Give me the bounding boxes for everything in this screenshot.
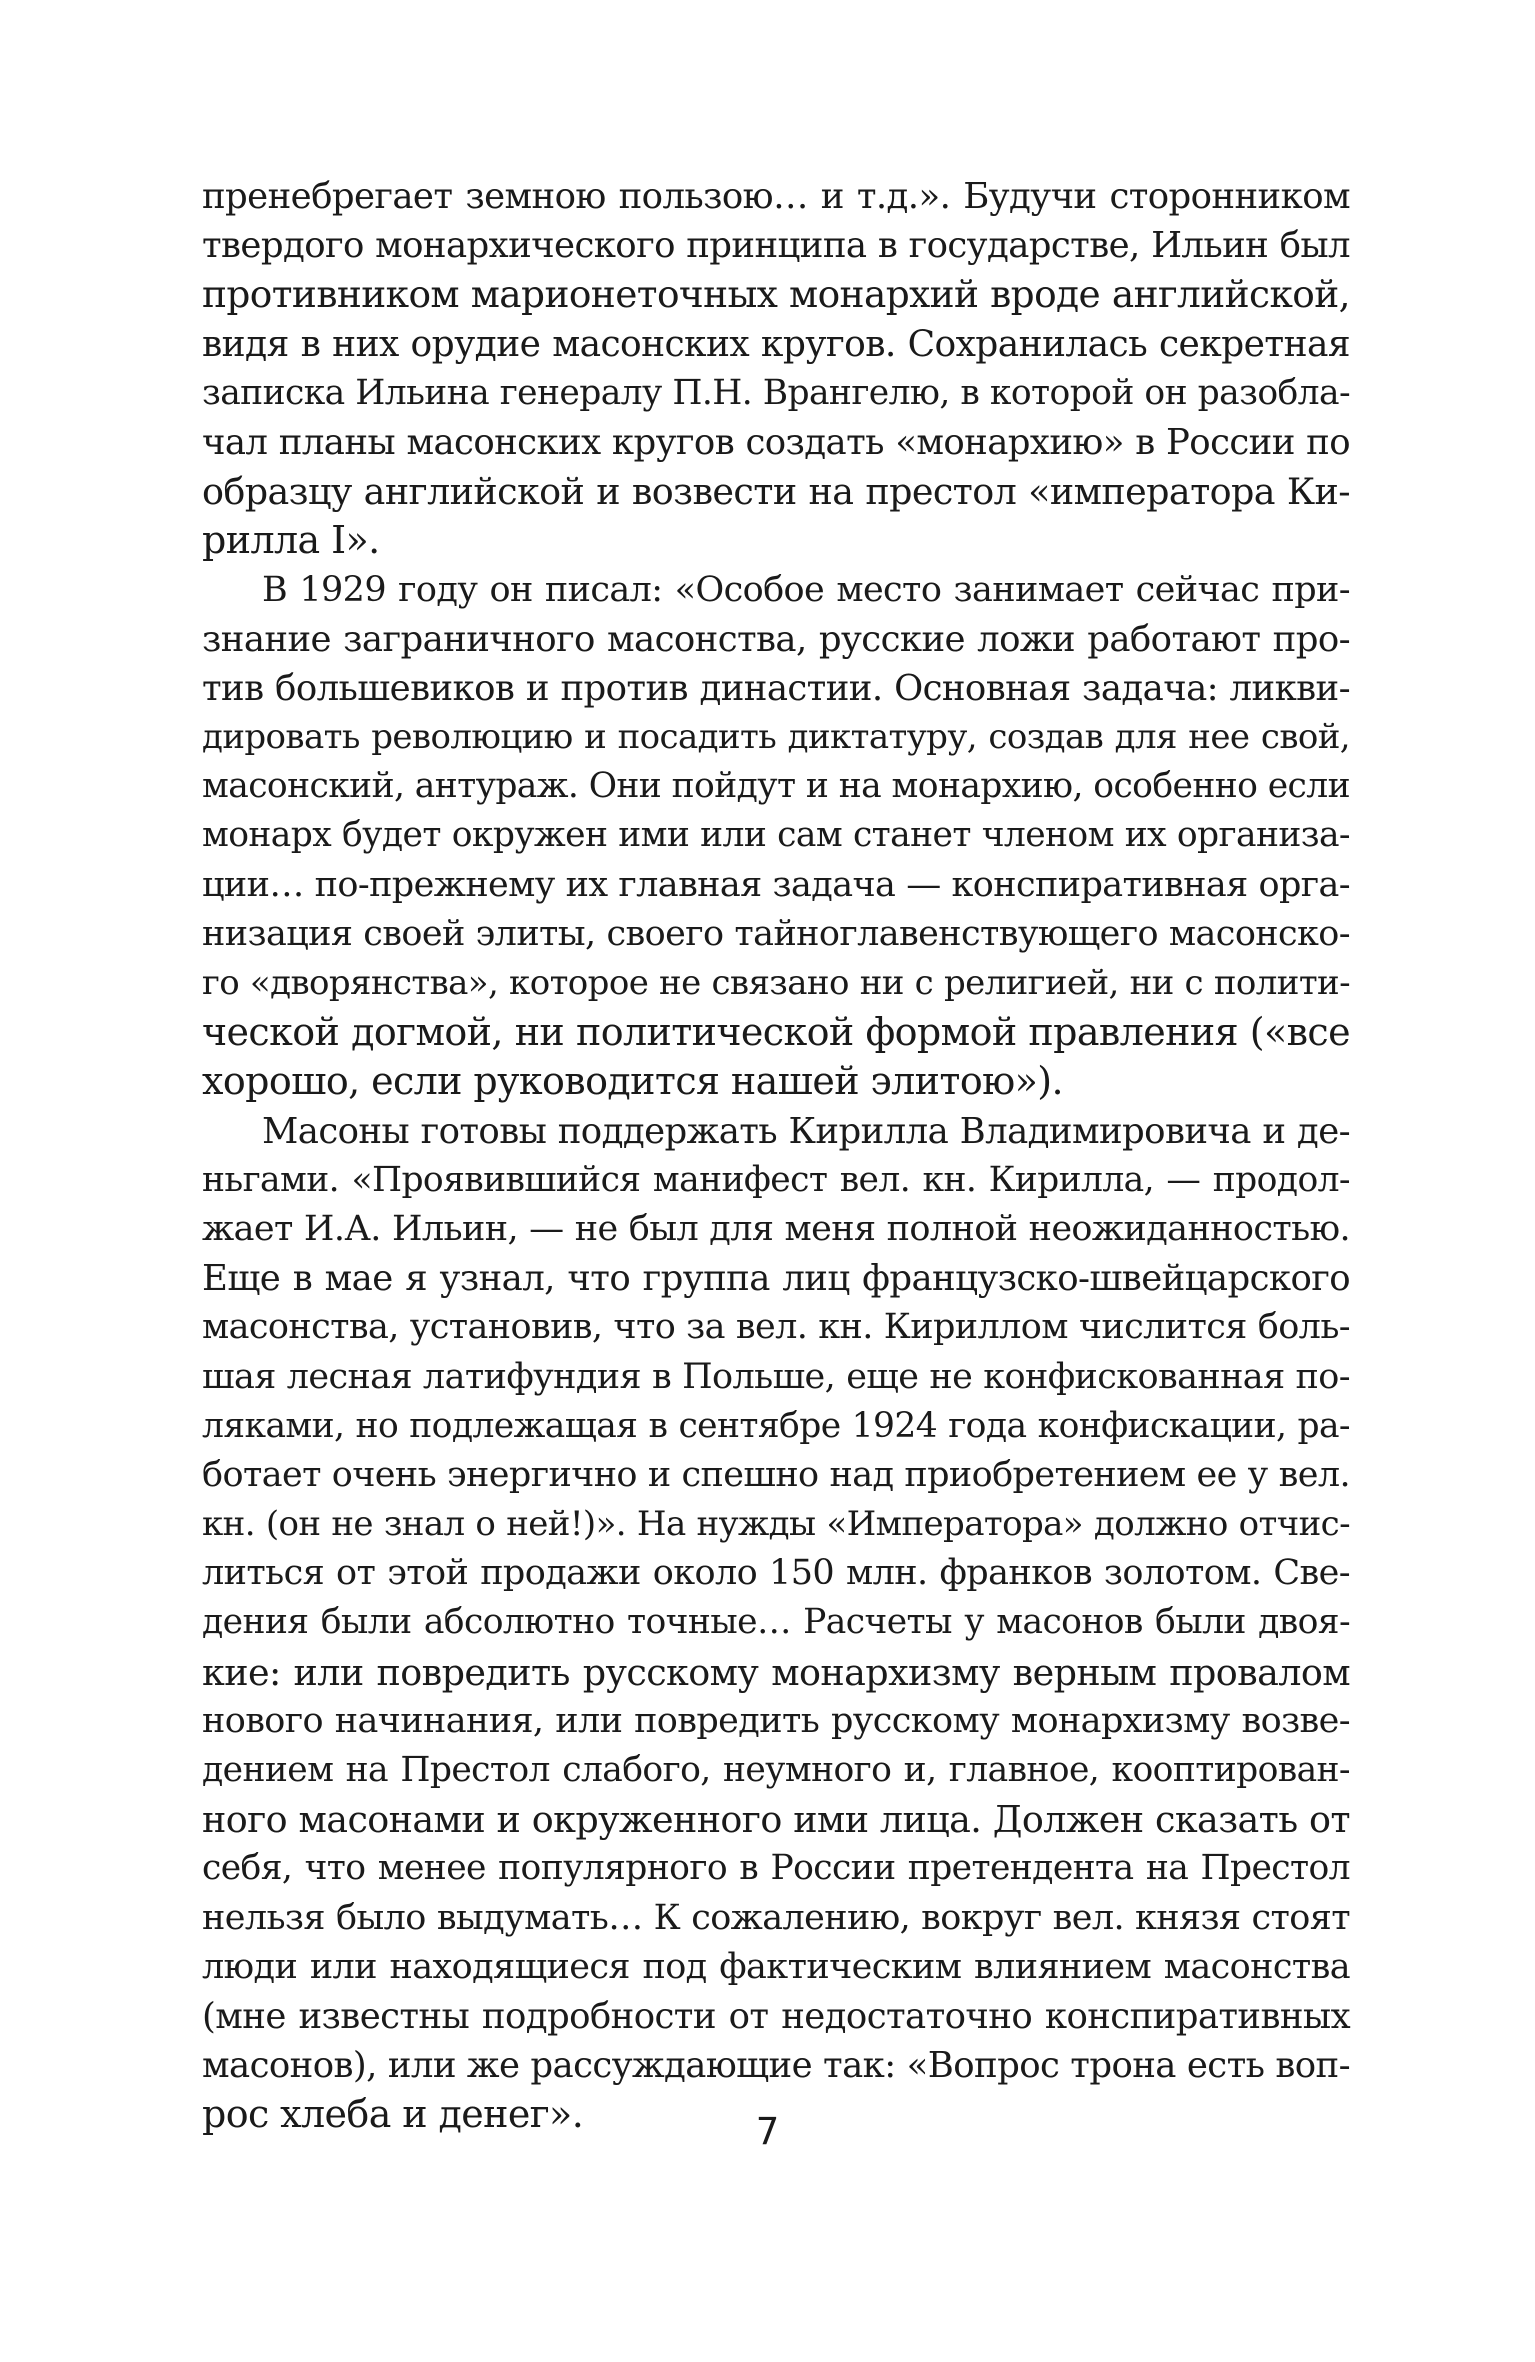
- text-line: литься от этой продажи около 150 млн. франков золотом. Све-: [202, 1553, 1350, 1594]
- text-line: монарх будет окружен ими или сам станет членом их организа-: [202, 815, 1350, 856]
- text-line: Еще в мае я узнал, что группа лиц французско-швейцарского: [202, 1258, 1350, 1300]
- text-line: ческой догмой, ни политической формой правления («все: [202, 1010, 1350, 1055]
- text-line: кн. (он не знал о ней!)». На нужды «Императора» должно отчис-: [202, 1504, 1350, 1545]
- text-line: масонов), или же рассуждающие так: «Вопрос трона есть воп-: [202, 2045, 1350, 2087]
- text-line: дения были абсолютно точные… Расчеты у масонов были двоя-: [202, 1602, 1350, 1643]
- text-line: ляками, но подлежащая в сентябре 1924 года конфискации, ра-: [202, 1405, 1350, 1446]
- text-line: дировать революцию и посадить диктатуру, создав для нее свой,: [202, 717, 1350, 758]
- text-line: го «дворянства», которое не связано ни с религией, ни с полити-: [202, 963, 1350, 1003]
- text-line: знание заграничного масонства, русские ложи работают про-: [202, 618, 1350, 660]
- text-line: записка Ильина генералу П.Н. Врангелю, в которой он разобла-: [202, 372, 1350, 413]
- paragraph-3: [202, 1107, 1350, 2140]
- text-line: В 1929 году он писал: «Особое место занимает сейчас при-: [262, 569, 1350, 610]
- text-line: ньгами. «Проявившийся манифест вел. кн. Кирилла, — продол-: [202, 1159, 1350, 1200]
- text-line: себя, что менее популярного в России претендента на Престол: [202, 1848, 1350, 1889]
- text-line: нельзя было выдумать… К сожалению, вокруг вел. князя стоят: [202, 1897, 1350, 1938]
- text-line: тив большевиков и против династии. Основная задача: ликви-: [202, 667, 1350, 709]
- text-line: (мне известны подробности от недостаточно конспиративных: [202, 1995, 1350, 2037]
- paragraph-1: [202, 172, 1350, 566]
- text-line: видя в них орудие масонских кругов. Сохранилась секретная: [202, 323, 1350, 365]
- text-line: хорошо, если руководится нашей элитою»).: [202, 1059, 1063, 1104]
- text-line: низация своей элиты, своего тайноглавенствующего масонско-: [202, 913, 1350, 954]
- text-line: кие: или повредить русскому монархизму верным провалом: [202, 1650, 1350, 1694]
- text-line: нового начинания, или повредить русскому монархизму возве-: [202, 1700, 1350, 1741]
- body-text: [202, 172, 1350, 2140]
- text-line: образцу английской и возвести на престол «императора Ки-: [202, 470, 1350, 514]
- text-line: дением на Престол слабого, неумного и, главное, кооптирован-: [202, 1750, 1350, 1790]
- text-line: ции… по-прежнему их главная задача — конспиративная орга-: [202, 864, 1350, 905]
- text-line: рос хлеба и денег».: [202, 2092, 584, 2137]
- text-line: люди или находящиеся под фактическим влиянием масонства: [202, 1946, 1350, 1987]
- text-line: шая лесная латифундия в Польше, еще не конфискованная по-: [202, 1356, 1350, 1397]
- text-line: ботает очень энергично и спешно над приобретением ее у вел.: [202, 1454, 1350, 1495]
- text-line: ного масонами и окруженного ими лица. Должен сказать от: [202, 1798, 1350, 1842]
- text-line: масонский, антураж. Они пойдут и на монархию, особенно если: [202, 766, 1350, 807]
- text-line: твердого монархического принципа в государстве, Ильин был: [202, 225, 1350, 267]
- page-number: 7: [755, 2110, 780, 2153]
- text-line: масонства, установив, что за вел. кн. Кириллом числится боль-: [202, 1307, 1350, 1348]
- text-line: жает И.А. Ильин, — не был для меня полной неожиданностью.: [202, 1208, 1350, 1249]
- text-line: рилла I».: [202, 518, 380, 563]
- text-line: противником марионеточных монархий вроде английской,: [202, 272, 1350, 317]
- text-line: пренебрегает земною пользою… и т.д.». Будучи сторонником: [202, 176, 1350, 217]
- text-line: чал планы масонских кругов создать «монархию» в России по: [202, 421, 1350, 463]
- text-line: Масоны готовы поддержать Кирилла Владимировича и де-: [262, 1110, 1350, 1152]
- paragraph-2: [202, 566, 1350, 1107]
